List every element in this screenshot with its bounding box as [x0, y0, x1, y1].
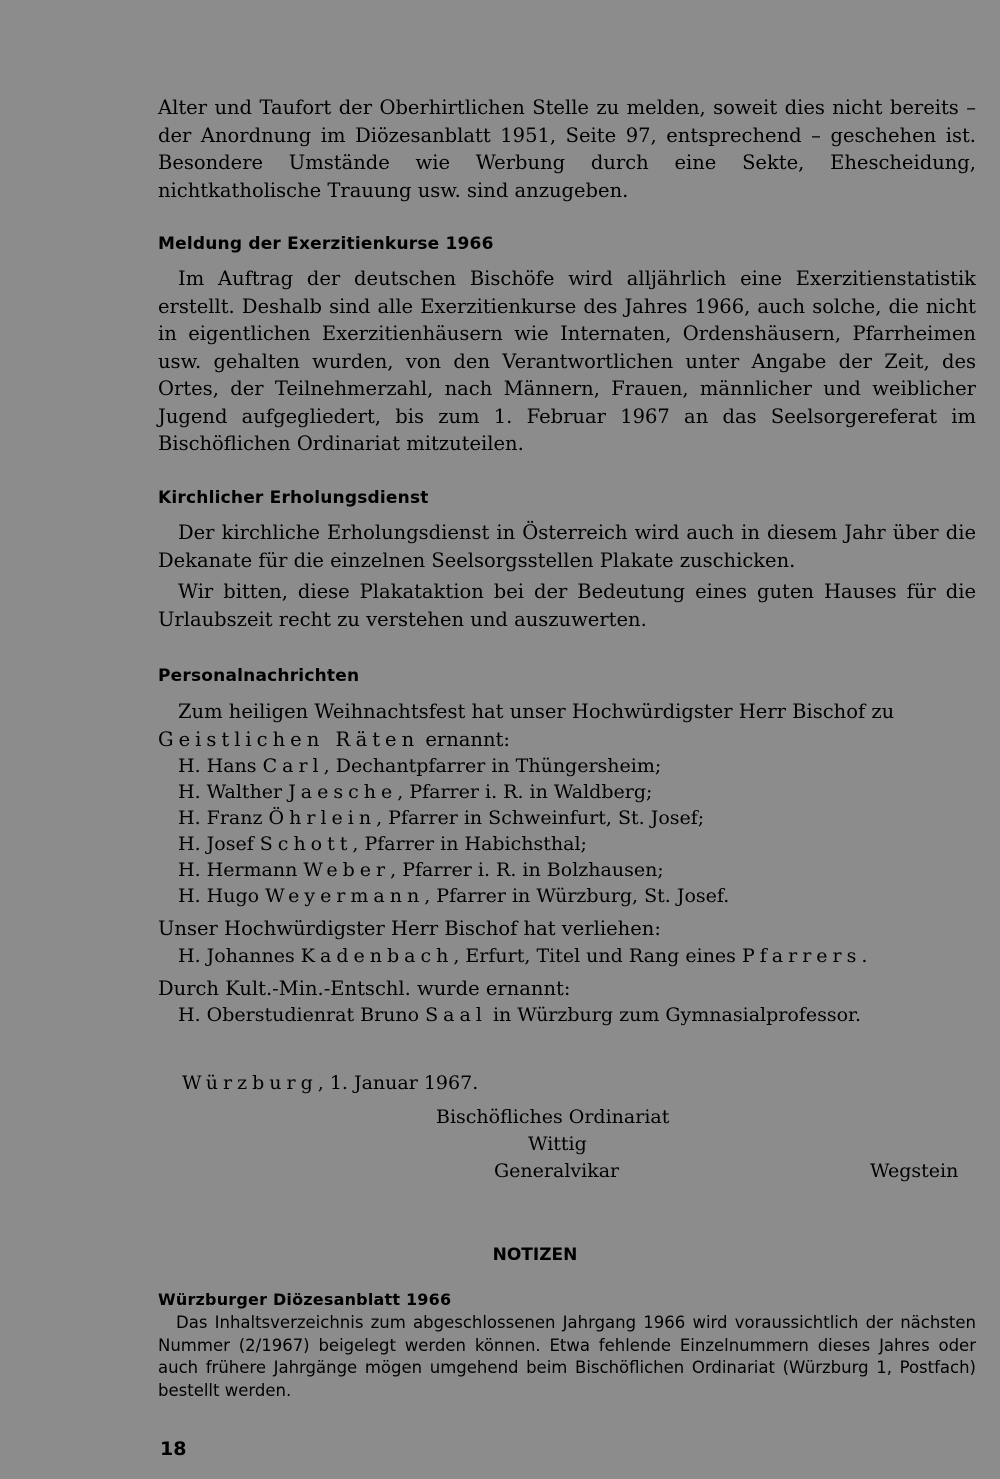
erholung-section: [158, 488, 976, 633]
list-item: H. Franz Öhrlein, Pfarrer in Schweinfurt, St. Josef;: [178, 807, 705, 829]
ministry-intro: Durch Kult.-Min.-Entschl. wurde ernannt:: [158, 976, 571, 1000]
list-item: H. Hermann Weber, Pfarrer i. R. in Bolzhausen;: [178, 859, 664, 881]
notizen-heading: Würzburger Diözesanblatt 1966: [158, 1290, 452, 1309]
notizen-paragraph: Das Inhaltsverzeichnis zum abgeschlossenen Jahrgang 1966 wird voraussichtlich der nächsten Nummer (2/1967) beigelegt werden können. Etwa fehlende Einzelnummern dieses Jahres oder auch frühere Jahrgänge mögen umgehend beim Bischöflichen Ordinariat (Würzburg 1, Postfach) bestellt werden.: [158, 1313, 976, 1400]
erholung-paragraph-2: Wir bitten, diese Plakataktion bei der Bedeutung eines guten Hauses für die Urlaubszeit recht zu verstehen und auszuwerten.: [158, 580, 976, 631]
signature-place: Würzburg: [182, 1072, 318, 1094]
signature-place-date: [182, 1072, 478, 1094]
erholung-heading: Kirchlicher Erholungsdienst: [158, 488, 429, 508]
notizen-section: [158, 1290, 976, 1402]
personal-intro-spaced: Geistlichen Räten: [158, 727, 420, 751]
notizen-title: NOTIZEN: [492, 1245, 578, 1265]
signature-name: Wittig: [528, 1133, 587, 1155]
intro-section: [158, 94, 976, 204]
exerzitien-section: [158, 234, 976, 458]
personal-section: [158, 666, 976, 1028]
list-item: H. Johannes Kadenbach, Erfurt, Titel und Rang eines Pfarrers.: [178, 944, 868, 967]
signature-date: , 1. Januar 1967.: [317, 1072, 479, 1094]
personal-intro-post: ernannt:: [425, 727, 510, 751]
intro-paragraph: Alter und Taufort der Oberhirtlichen Stelle zu melden, soweit dies nicht bereits – der Anordnung im Diözesanblatt 1951, Seite 97, entsprechend – geschehen ist. Besondere Umstände wie Werbung durch eine Sekte, Ehescheidung, nichtkatholische Trauung usw. sind anzugeben.: [158, 96, 976, 202]
signature-title: Generalvikar: [494, 1160, 620, 1182]
signature-other: Wegstein: [870, 1160, 959, 1182]
list-item: H. Josef Schott, Pfarrer in Habichsthal;: [178, 833, 587, 855]
list-item: H. Oberstudienrat Bruno Saal in Würzburg zum Gymnasialprofessor.: [178, 1004, 862, 1026]
appointment-list: [158, 753, 976, 909]
personal-heading: Personalnachrichten: [158, 666, 360, 686]
conferred-list: [158, 943, 976, 969]
conferred-intro: Unser Hochwürdigster Herr Bischof hat verliehen:: [158, 917, 661, 940]
erholung-paragraph-1: Der kirchliche Erholungsdienst in Österreich wird auch in diesem Jahr über die Dekanate für die einzelnen Seelsorgsstellen Plakate zuschicken.: [158, 521, 976, 572]
list-item: H. Hans Carl, Dechantpfarrer in Thüngersheim;: [178, 755, 662, 777]
exerzitien-paragraph: Im Auftrag der deutschen Bischöfe wird alljährlich eine Exerzitienstatistik erstellt. Deshalb sind alle Exerzitienkurse des Jahres 1966, auch solche, die nicht in eigentlichen Exerzitienhäusern wie Internaten, Ordenshäusern, Pfarrheimen usw. gehalten wurden, von den Verantwortlichen unter Angabe der Zeit, des Ortes, der Teilnehmerzahl, nach Männern, Frauen, männlicher und weiblicher Jugend aufgegliedert, bis zum 1. Februar 1967 an das Seelsorgereferat im Bischöflichen Ordinariat mitzuteilen.: [158, 267, 976, 455]
list-item: H. Walther Jaesche, Pfarrer i. R. in Waldberg;: [178, 781, 653, 803]
personal-intro: [158, 698, 976, 753]
personal-intro-pre: Zum heiligen Weihnachtsfest hat unser Hochwürdigster Herr Bischof zu: [178, 700, 895, 723]
list-item: H. Hugo Weyermann, Pfarrer in Würzburg, St. Josef.: [178, 885, 730, 907]
page-number: 18: [160, 1438, 187, 1460]
ministry-list: [158, 1002, 976, 1028]
exerzitien-heading: Meldung der Exerzitienkurse 1966: [158, 234, 494, 254]
signature-office: Bischöfliches Ordinariat: [436, 1106, 670, 1128]
